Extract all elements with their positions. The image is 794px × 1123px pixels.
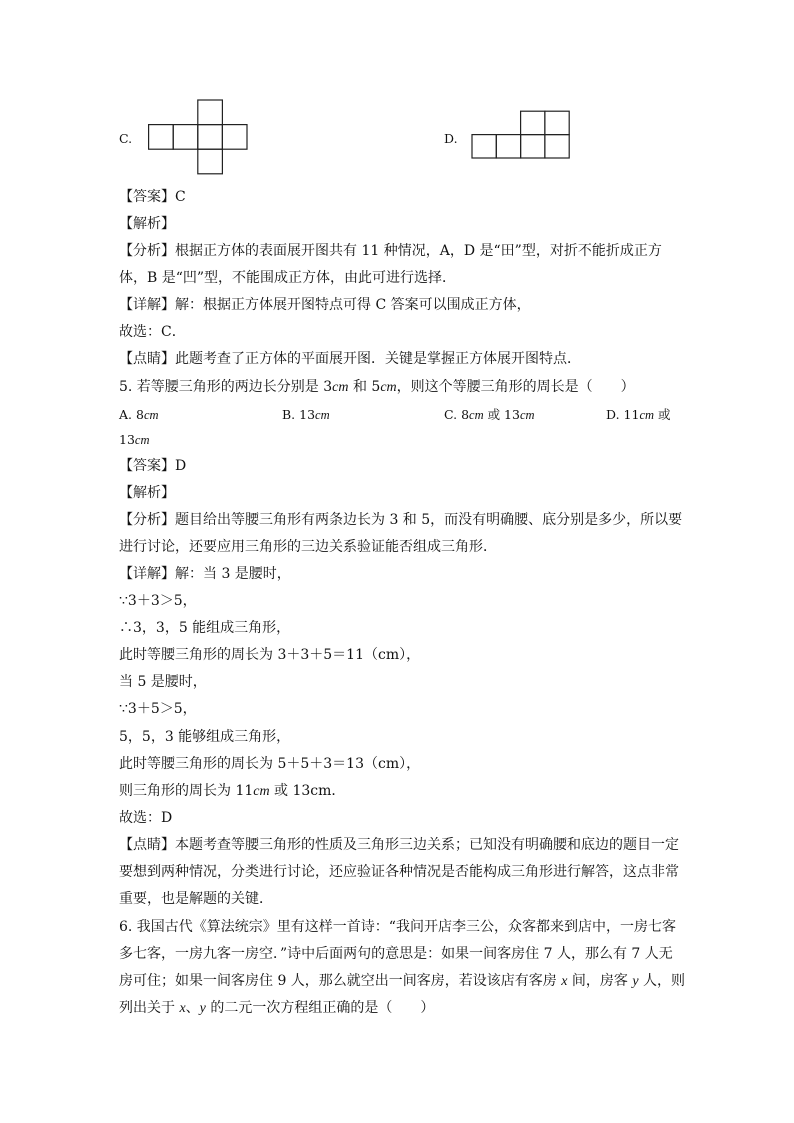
answer-tag: 【答案】 xyxy=(119,189,175,205)
q5-option-c xyxy=(444,406,535,424)
q5-comment-line2: 要想到两种情况，分类进行讨论，还应验证各种情况是否能构成三角形进行解答，这点非常 xyxy=(119,864,679,880)
answer-value: D xyxy=(175,458,187,474)
option-unit: cm xyxy=(315,408,330,422)
q4-fenxi-line1 xyxy=(119,241,662,261)
stem-part: 房可住；如果一间客房住 9 人，那么就空出一间客房，若设该店有客房 xyxy=(119,973,562,989)
q4-answer xyxy=(119,187,186,207)
q5-step-2: ∴3，3，5 能组成三角形， xyxy=(119,620,291,636)
q5-analysis-heading: 【解析】 xyxy=(119,485,175,501)
answer-value: C xyxy=(175,189,186,205)
q4-analysis-heading: 【解析】 xyxy=(119,216,175,232)
q5-step-7: 此时等腰三角形的周长为 5＋5＋3＝13（cm）， xyxy=(119,756,421,772)
variable-x: x xyxy=(179,1001,186,1016)
q6-line1: 6. 我国古代《算法统宗》里有这样一首诗：“我问开店李三公，众客都来到店中，一房七客 xyxy=(119,919,676,935)
q5-step-8 xyxy=(119,781,345,802)
option-unit: cm xyxy=(134,433,150,447)
step-text: 则三角形的周长为 11 xyxy=(119,783,254,799)
q6-line4 xyxy=(119,998,434,1019)
q5-step-5: ∵3＋5＞5， xyxy=(119,701,197,717)
comment-tag: 【点睛】 xyxy=(119,351,175,367)
fenxi-text: 根据正方体的表面展开图共有 11 种情况，A，D 是“田”型，对折不能折成正方 xyxy=(175,243,662,259)
variable-x: x xyxy=(561,974,568,989)
q5-detail-line1 xyxy=(119,564,291,584)
q6-line2: 多七客，一房九客一房空．”诗中后面两句的意思是：如果一间客房住 7 人，那么有 7 人无 xyxy=(119,946,673,962)
fenxi-tag: 【分析】 xyxy=(119,243,175,259)
detail-tag: 【详解】 xyxy=(119,566,175,582)
q5-choose-line: 故选：D xyxy=(119,810,173,826)
q5-fenxi-line2: 进行讨论，还要应用三角形的三边关系验证能否组成三角形． xyxy=(119,539,497,555)
q5-fenxi-line1 xyxy=(119,510,682,530)
q5-step-4: 当 5 是腰时， xyxy=(119,674,207,690)
q4-fenxi-line2: 体，B 是“凹”型，不能围成正方体，由此可进行选择． xyxy=(119,270,457,286)
q5-option-d xyxy=(606,406,671,424)
q5-comment-line3: 重要，也是解题的关键． xyxy=(119,891,273,907)
option-unit: cm xyxy=(639,408,655,422)
q5-option-a xyxy=(119,406,159,424)
q4-detail-line1 xyxy=(119,295,531,315)
comment-text: 此题考查了正方体的平面展开图．关键是掌握正方体展开图特点． xyxy=(175,351,581,367)
q4-comment-line1 xyxy=(119,349,581,369)
q5-option-d-wrap xyxy=(119,431,149,449)
option-text: C. 8 xyxy=(444,407,470,422)
stem-part: 、 xyxy=(185,1000,200,1016)
step-unit: cm xyxy=(253,784,270,799)
stem-unit: cm xyxy=(380,380,397,395)
option-d-label: D. xyxy=(444,131,458,146)
q6-line3 xyxy=(119,971,685,992)
stem-part: 5. 若等腰三角形的两边长分别是 3 xyxy=(119,379,333,395)
option-text: B. 13 xyxy=(282,407,316,422)
variable-y: y xyxy=(632,974,639,989)
option-text: A. 8 xyxy=(119,407,144,422)
stem-part: 和 5 xyxy=(348,379,381,395)
q5-step-3: 此时等腰三角形的周长为 3＋3＋5＝11（cm）， xyxy=(119,647,421,663)
detail-text: 解：根据正方体展开图特点可得 C 答案可以围成正方体， xyxy=(175,297,531,313)
option-text: D. 11 xyxy=(606,407,640,422)
stem-part: ，则这个等腰三角形的周长是（ ） xyxy=(396,379,635,395)
fenxi-text: 题目给出等腰三角形有两条边长为 3 和 5，而没有明确腰、底分别是多少，所以要 xyxy=(175,512,683,528)
option-unit: cm xyxy=(469,408,484,422)
stem-part: 列出关于 xyxy=(119,1000,180,1016)
option-text: 或 xyxy=(654,407,671,422)
fenxi-tag: 【分析】 xyxy=(119,512,175,528)
stem-part: 人，则 xyxy=(638,973,686,989)
detail-text: 解：当 3 是腰时， xyxy=(175,566,291,582)
option-text: 13 xyxy=(119,432,135,447)
comment-tag: 【点睛】 xyxy=(119,837,175,853)
cube-net-d xyxy=(471,110,571,160)
q5-answer xyxy=(119,456,186,476)
q4-choose-line: 故选：C． xyxy=(119,324,186,340)
option-unit: cm xyxy=(143,408,159,422)
detail-tag: 【详解】 xyxy=(119,297,175,313)
step-text: 或 13cm． xyxy=(269,783,346,799)
stem-part: 间，房客 xyxy=(567,973,633,989)
cube-net-c xyxy=(148,99,250,175)
variable-y: y xyxy=(199,1001,206,1016)
stem-part: 的二元一次方程组正确的是（ ） xyxy=(205,1000,435,1016)
q5-step-6: 5，5，3 能够组成三角形， xyxy=(119,729,291,745)
q5-option-b xyxy=(282,406,330,424)
q5-stem xyxy=(119,377,635,398)
q5-comment-line1 xyxy=(119,835,679,855)
answer-tag: 【答案】 xyxy=(119,458,175,474)
option-text: 或 13 xyxy=(483,407,520,422)
stem-unit: cm xyxy=(332,380,349,395)
comment-text: 本题考查等腰三角形的性质及三角形三边关系；已知没有明确腰和底边的题目一定 xyxy=(175,837,679,853)
q5-step-1: ∵3＋3＞5， xyxy=(119,593,197,609)
option-unit: cm xyxy=(519,408,535,422)
option-c-label: C. xyxy=(119,131,133,146)
